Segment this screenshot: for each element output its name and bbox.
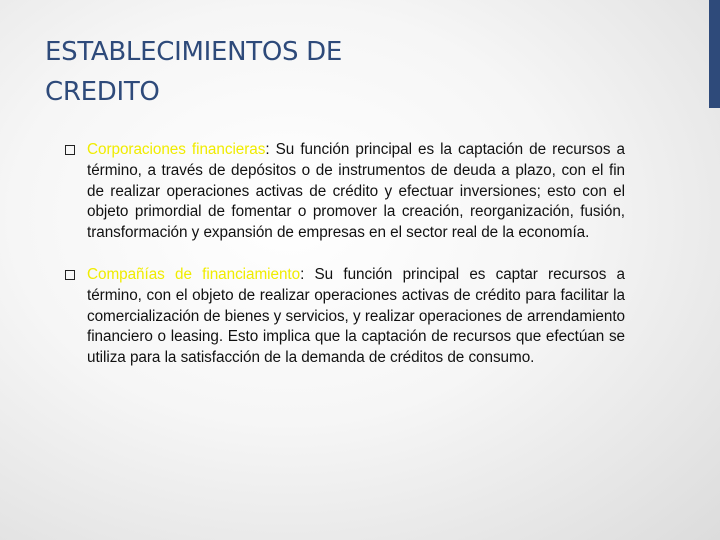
- bullet-term: Compañías de financiamiento: [87, 265, 301, 283]
- title-line-1: ESTABLECIMIENTOS DE: [45, 37, 342, 67]
- square-bullet-icon: [65, 145, 75, 155]
- accent-bar: [709, 0, 720, 108]
- bullet-text: [87, 140, 625, 244]
- bullet-list: [65, 140, 625, 390]
- square-bullet-icon: [65, 270, 75, 280]
- title-line-2: CREDITO: [45, 77, 160, 107]
- bullet-body: : Su función principal es la captación de recursos a término, a través de depósitos o de instrumentos de deuda a plazo, con el fin de realizar operaciones activas de crédito y efectuar inversiones; esto con el objeto primordial de fomentar o promover la creación, reorganización, fusión, transformación y expansión de empresas en el sector real de la economía.: [87, 141, 625, 242]
- slide-title: [45, 32, 342, 112]
- bullet-body: : Su función principal es captar recursos a término, con el objeto de realizar operaciones activas de crédito para facilitar la comercialización de bienes y servicios, y realizar operaciones de arrendamiento financiero o leasing. Esto implica que la captación de recursos que efectúan se utiliza para la satisfacción de la demanda de créditos de consumo.: [87, 265, 625, 367]
- bullet-item-companias: [65, 265, 625, 369]
- bullet-term: Corporaciones financieras: [87, 141, 266, 158]
- bullet-text: [87, 265, 625, 369]
- bullet-item-corporaciones: [65, 140, 625, 244]
